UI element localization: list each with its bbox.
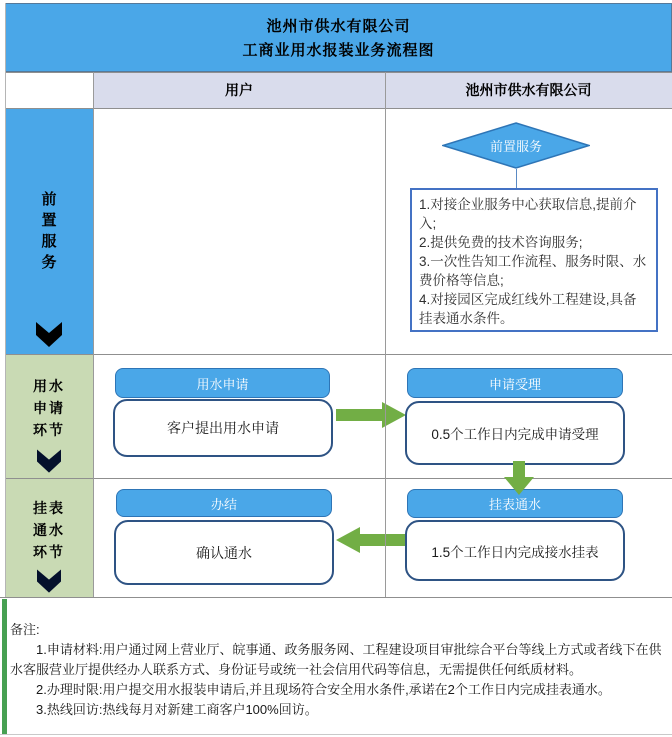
- stage-label-preservice: [5, 108, 93, 354]
- step-water-application: 用水申请: [115, 368, 330, 398]
- grid-line: [93, 72, 94, 597]
- step-meter-water: 挂表通水: [407, 489, 623, 518]
- stage-label-line: 环节: [33, 422, 65, 438]
- notes-heading: 备注:: [10, 622, 40, 637]
- chevron-down-icon: [36, 322, 62, 348]
- grid-line: [5, 354, 672, 355]
- notes-accent-bar: [2, 599, 7, 735]
- stage-label-char: 前: [41, 191, 57, 208]
- arrow-down-icon: [504, 461, 534, 495]
- stage-label-line: 通水: [33, 521, 65, 538]
- stage-label-meter: [5, 478, 93, 597]
- arrow-right-icon: [336, 402, 406, 428]
- notes-item: 1.申请材料:用户通过网上营业厅、皖事通、政务服务网、工程建设项目审批综合平台等线上方式或者线下在供水客服营业厅提供经办人联系方式、身份证号或统一社会信用代码等信息，无需提供任何纸质材料。: [10, 642, 662, 677]
- diamond-connector-line: [516, 169, 517, 188]
- info-line: 3.一次性告知工作流程、服务时限、水费价格等信息;: [419, 254, 647, 288]
- grid-line: [0, 597, 672, 598]
- step-application-acceptance: 申请受理: [407, 368, 623, 398]
- page-title: [5, 3, 672, 72]
- info-line: 2.提供免费的技术咨询服务;: [419, 235, 583, 250]
- stage-label-line: 挂表: [33, 499, 65, 516]
- info-line: 4.对接园区完成红线外工程建设,具备挂表通水条件。: [419, 292, 637, 326]
- notes-item: 2.办理时限:用户提交用水报装申请后,并且现场符合安全用水条件,承诺在2个工作日内完成挂表通水。: [36, 682, 611, 697]
- notes-section: [10, 620, 668, 720]
- desc-customer-applies: 客户提出用水申请: [113, 399, 333, 457]
- desc-acceptance-time: 0.5个工作日内完成申请受理: [405, 401, 625, 465]
- notes-item: 3.热线回访:热线每月对新建工商客户100%回访。: [36, 702, 318, 717]
- preservice-diamond: [442, 122, 590, 169]
- stage-label-line: 环节: [33, 543, 65, 560]
- grid-line: [5, 72, 672, 73]
- grid-line: [5, 3, 6, 597]
- stage-label-application: [5, 354, 93, 478]
- stage-label-char: 务: [41, 254, 57, 271]
- grid-line: [385, 72, 386, 597]
- step-completion: 办结: [116, 489, 332, 517]
- stage-label-char: 置: [41, 212, 57, 229]
- flowchart-title: 工商业用水报装业务流程图: [242, 42, 435, 59]
- grid-line: [5, 478, 672, 479]
- column-header-user: 用户: [93, 72, 385, 108]
- chevron-down-icon: [37, 569, 61, 594]
- desc-meter-time: 1.5个工作日内完成接水挂表: [405, 520, 625, 581]
- bottom-border-line: [0, 734, 672, 735]
- stage-label-line: 申请: [33, 400, 65, 416]
- column-header-company: 池州市供水有限公司: [385, 72, 672, 108]
- preservice-info-box: [410, 188, 658, 332]
- diamond-label: 前置服务: [489, 139, 542, 154]
- info-line: 1.对接企业服务中心获取信息,提前介入;: [419, 197, 637, 231]
- stage-label-line: 用水: [33, 378, 65, 394]
- grid-line: [5, 108, 672, 109]
- company-name: 池州市供水有限公司: [266, 18, 411, 35]
- column-header-empty: [5, 72, 93, 108]
- desc-confirm-water: 确认通水: [114, 520, 334, 585]
- stage-label-char: 服: [41, 233, 57, 250]
- chevron-down-icon: [37, 449, 61, 474]
